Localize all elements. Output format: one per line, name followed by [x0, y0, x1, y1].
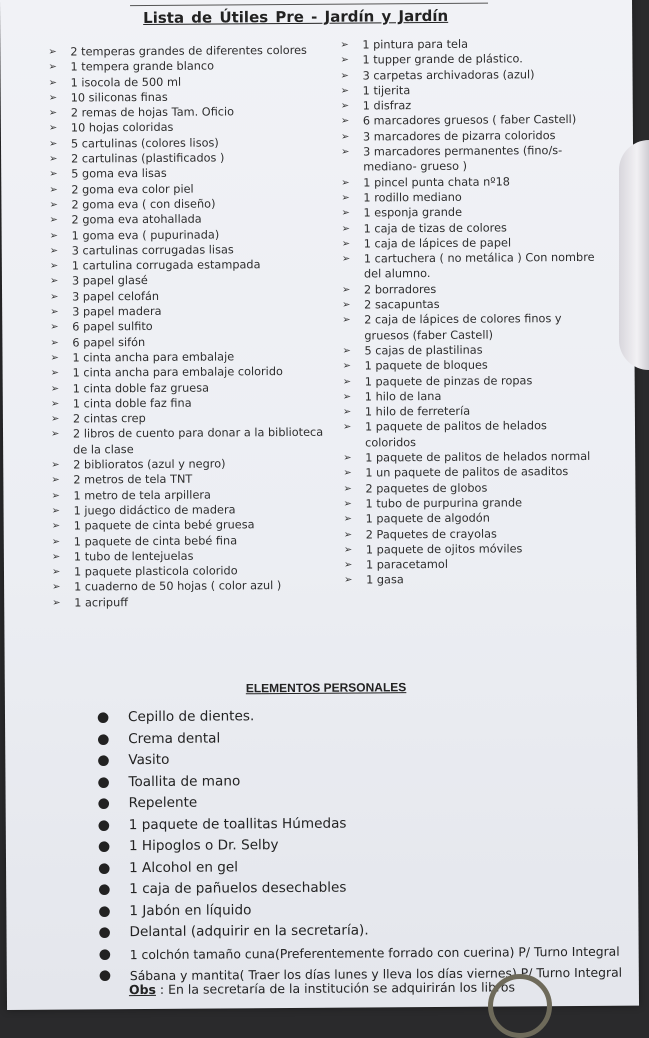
arrow-bullet-icon: ➢ — [341, 207, 350, 219]
supply-item-text: 10 siliconas finas — [70, 90, 168, 105]
supply-item-text: 1 cartuchera ( no metálica ) Con nombre del alumno. — [363, 251, 595, 281]
supply-item-text: 3 marcadores de pizarra coloridos — [362, 128, 556, 144]
top-rule — [130, 3, 488, 6]
supply-item — [340, 66, 598, 83]
supply-item-text: 1 paquete plasticola colorido — [73, 564, 238, 579]
observation-note — [129, 979, 515, 997]
supply-item-text: 1 tubo de purpurina grande — [365, 496, 523, 511]
supply-item-text: 1 cuaderno de 50 hojas ( color azul ) — [74, 579, 282, 594]
arrow-bullet-icon: ➢ — [51, 505, 60, 517]
supply-item-text: 1 cartulina corrugada estampada — [71, 258, 261, 273]
dot-bullet-icon: ● — [97, 730, 110, 747]
supply-item — [341, 112, 599, 129]
arrow-bullet-icon: ➢ — [50, 321, 59, 334]
personal-item-text: Toallita de mano — [128, 772, 241, 790]
supply-item — [343, 449, 601, 466]
arrow-bullet-icon: ➢ — [341, 192, 350, 204]
left-supply-list — [48, 43, 337, 611]
arrow-bullet-icon: ➢ — [343, 467, 352, 479]
supply-item — [343, 479, 601, 496]
personal-section-title: ELEMENTOS PERSONALES — [245, 680, 407, 696]
personal-item-text: 1 Jabón en líquido — [129, 901, 252, 919]
obs-label: Obs — [128, 981, 156, 998]
arrow-bullet-icon: ➢ — [343, 452, 352, 464]
right-supply-list — [340, 36, 602, 588]
supply-item-text: 1 caja de lápices de papel — [363, 236, 512, 251]
arrow-bullet-icon: ➢ — [49, 153, 58, 165]
supply-item-text: 1 disfraz — [362, 99, 412, 113]
supply-item-text: 1 paquete de algodón — [365, 511, 490, 526]
supply-item-text: 2 cintas crep — [72, 412, 146, 426]
arrow-bullet-icon: ➢ — [49, 214, 58, 226]
arrow-bullet-icon: ➢ — [343, 483, 352, 495]
supply-item-text: 1 hilo de ferretería — [364, 404, 471, 419]
arrow-bullet-icon: ➢ — [340, 100, 350, 112]
supply-item-text: 5 cajas de plastilinas — [364, 343, 483, 358]
supply-item-text: 2 goma eva color piel — [71, 182, 194, 197]
arrow-bullet-icon: ➢ — [49, 168, 58, 181]
supply-item-text: 3 papel celofán — [72, 289, 160, 304]
arrow-bullet-icon: ➢ — [341, 253, 351, 265]
supply-item-text: 1 paquete de ojitos móviles — [365, 542, 523, 557]
arrow-bullet-icon: ➢ — [343, 544, 353, 556]
arrow-bullet-icon: ➢ — [49, 260, 59, 272]
arrow-bullet-icon: ➢ — [48, 92, 58, 104]
metal-ring — [488, 974, 552, 1038]
supply-item-text: 1 paquete de cinta bebé gruesa — [73, 518, 255, 533]
supply-item-text: 2 sacapuntas — [364, 297, 440, 312]
supply-item-text: 1 pincel punta chata nº18 — [363, 175, 510, 190]
obs-text: : En la secretaría de la institución se adquirirán los libros — [155, 979, 516, 997]
arrow-bullet-icon: ➢ — [343, 529, 353, 541]
supply-item — [342, 250, 600, 282]
supply-item — [340, 36, 598, 53]
personal-items-list — [97, 704, 639, 987]
dot-bullet-icon: ● — [96, 709, 110, 726]
arrow-bullet-icon: ➢ — [50, 383, 60, 395]
supply-item-text: 6 marcadores gruesos ( faber Castell) — [362, 113, 577, 128]
arrow-bullet-icon: ➢ — [343, 498, 352, 510]
arrow-bullet-icon: ➢ — [52, 581, 61, 594]
supply-item-text: 1 cinta ancha para embalaje colorido — [72, 365, 283, 380]
arrow-bullet-icon: ➢ — [342, 345, 351, 357]
supply-item — [342, 342, 600, 359]
supply-item — [342, 311, 600, 343]
supply-item-text: 1 acripuff — [74, 595, 129, 610]
personal-item-text: 1 paquete de toallitas Húmedas — [128, 815, 347, 833]
arrow-bullet-icon: ➢ — [51, 551, 61, 563]
supply-item — [344, 556, 602, 573]
supply-item-text: 6 papel sulfito — [72, 320, 153, 334]
supply-item-text: 3 carpetas archivadoras (azul) — [362, 67, 535, 83]
supply-item — [343, 495, 601, 512]
supply-item — [341, 143, 599, 175]
fabric-edge — [619, 140, 649, 370]
supply-item — [344, 541, 602, 558]
arrow-bullet-icon: ➢ — [343, 513, 353, 525]
arrow-bullet-icon: ➢ — [49, 199, 58, 211]
supply-item-text: 1 paquete de palitos de helados normal — [365, 449, 591, 465]
supply-item-text: 1 tempera grande blanco — [70, 59, 215, 74]
arrow-bullet-icon: ➢ — [340, 116, 350, 128]
supply-item-text: 2 temperas grandes de diferentes colores — [70, 43, 307, 59]
supply-item — [51, 425, 336, 458]
dot-bullet-icon: ● — [98, 924, 111, 941]
supply-item-text: 2 caja de lápices de colores finos y gruesos (faber Castell) — [364, 312, 562, 343]
arrow-bullet-icon: ➢ — [50, 413, 60, 425]
arrow-bullet-icon: ➢ — [343, 559, 353, 571]
supply-item-text: 1 tupper grande de plástico. — [362, 52, 523, 67]
supply-item — [341, 173, 599, 190]
arrow-bullet-icon: ➢ — [342, 314, 351, 326]
dot-bullet-icon: ● — [97, 752, 110, 769]
supply-item-text: 2 paquetes de globos — [365, 481, 488, 496]
dot-bullet-icon: ● — [97, 816, 111, 833]
supply-item — [342, 219, 600, 236]
arrow-bullet-icon: ➢ — [48, 46, 57, 58]
dot-bullet-icon: ● — [98, 967, 112, 984]
supply-item-text: 1 cinta ancha para embalaje — [72, 350, 235, 365]
supply-item — [344, 510, 602, 527]
supply-item-text: 1 metro de tela arpillera — [73, 488, 211, 503]
supply-item-text: 3 papel glasé — [71, 274, 148, 288]
document-title: Lista de Útiles Pre - Jardín y Jardín — [143, 6, 449, 28]
arrow-bullet-icon: ➢ — [48, 138, 58, 150]
arrow-bullet-icon: ➢ — [50, 398, 60, 410]
arrow-bullet-icon: ➢ — [341, 238, 351, 250]
supply-item-text: 1 goma eva ( pupurinada) — [71, 228, 220, 243]
supply-item-text: 1 un paquete de palitos de asaditos — [365, 465, 569, 480]
arrow-bullet-icon: ➢ — [48, 123, 58, 135]
arrow-bullet-icon: ➢ — [51, 459, 60, 471]
arrow-bullet-icon: ➢ — [48, 107, 58, 119]
arrow-bullet-icon: ➢ — [342, 299, 351, 311]
supply-item — [342, 296, 600, 313]
arrow-bullet-icon: ➢ — [51, 566, 61, 578]
arrow-bullet-icon: ➢ — [48, 61, 57, 73]
supply-item-text: 5 goma eva lisas — [71, 167, 167, 181]
arrow-bullet-icon: ➢ — [340, 131, 350, 143]
supply-item — [341, 189, 599, 206]
supply-item-text: 1 caja de tizas de colores — [363, 221, 507, 236]
arrow-bullet-icon: ➢ — [342, 360, 351, 372]
arrow-bullet-icon: ➢ — [342, 391, 352, 403]
arrow-bullet-icon: ➢ — [341, 177, 350, 189]
arrow-bullet-icon: ➢ — [340, 70, 349, 82]
supply-item — [343, 418, 601, 450]
supply-item-text: 1 paquete de palitos de helados coloridos — [364, 419, 547, 450]
supply-item-text: 1 rodillo mediano — [363, 190, 462, 205]
dot-bullet-icon: ● — [97, 773, 110, 790]
supply-item-text: 2 goma eva ( con diseño) — [71, 197, 216, 212]
supply-item-text: 2 libros de cuento para donar a la biblioteca de la clase — [72, 426, 324, 457]
supply-item-text: 1 juego didáctico de madera — [73, 503, 236, 518]
supply-item-text: 1 pintura para tela — [362, 37, 469, 52]
arrow-bullet-icon: ➢ — [52, 597, 61, 609]
dot-bullet-icon: ● — [98, 945, 111, 962]
supply-item-text: 2 Paquetes de crayolas — [365, 527, 497, 541]
personal-item-text: Repelente — [128, 794, 198, 812]
arrow-bullet-icon: ➢ — [342, 406, 352, 418]
arrow-bullet-icon: ➢ — [49, 230, 59, 242]
arrow-bullet-icon: ➢ — [50, 337, 59, 349]
supply-item-text: 3 marcadores permanentes (fino/s-mediano- grueso ) — [363, 144, 563, 174]
supply-item-text: 1 esponja grande — [363, 206, 463, 220]
personal-item-text: Cepillo de dientes. — [127, 708, 255, 726]
supply-item-text: 1 paquete de cinta bebé fina — [73, 533, 238, 548]
arrow-bullet-icon: ➢ — [342, 376, 352, 388]
personal-item-text: 1 Hipoglos o Dr. Selby — [128, 837, 279, 855]
arrow-bullet-icon: ➢ — [340, 39, 349, 51]
arrow-bullet-icon: ➢ — [341, 146, 350, 158]
supply-item — [52, 593, 337, 610]
arrow-bullet-icon: ➢ — [51, 490, 60, 502]
supply-item-text: 2 metros de tela TNT — [73, 472, 193, 487]
supply-item-text: 1 paquete de pinzas de ropas — [364, 373, 533, 388]
supply-item-text: 2 cartulinas (plastificados ) — [71, 151, 225, 166]
supply-item — [343, 388, 601, 405]
supply-item-text: 2 remas de hojas Tam. Oficio — [70, 105, 235, 120]
supply-item-text: 1 paquete de bloques — [364, 358, 488, 373]
arrow-bullet-icon: ➢ — [49, 184, 58, 196]
personal-item-text: Crema dental — [128, 729, 221, 747]
arrow-bullet-icon: ➢ — [49, 245, 59, 257]
supply-item-text: 1 isocola de 500 ml — [70, 75, 182, 90]
supply-item-text: 1 hilo de lana — [364, 389, 442, 404]
supply-item-text: 2 borradores — [363, 282, 437, 297]
personal-item-text: Delantal (adquirir en la secretaría). — [129, 922, 369, 941]
supply-item-text: 2 biblioratos (azul y negro) — [73, 457, 226, 472]
personal-item-text: Vasito — [128, 751, 170, 769]
arrow-bullet-icon: ➢ — [340, 85, 350, 97]
arrow-bullet-icon: ➢ — [51, 474, 60, 486]
arrow-bullet-icon: ➢ — [342, 421, 352, 434]
supply-item-text: 1 paracetamol — [365, 557, 449, 572]
supply-item — [343, 403, 601, 420]
supply-item-text: 1 gasa — [366, 573, 404, 587]
supply-item — [344, 525, 602, 542]
personal-item-text: 1 caja de pañuelos desechables — [129, 879, 347, 898]
supply-item-text: 1 tijerita — [362, 84, 411, 98]
supply-item-text: 3 cartulinas corrugadas lisas — [71, 243, 234, 258]
arrow-bullet-icon: ➢ — [50, 306, 59, 318]
supply-item — [341, 97, 599, 114]
supply-item — [343, 357, 601, 374]
supply-item-text: 1 cinta doble faz fina — [72, 396, 192, 411]
dot-bullet-icon: ● — [98, 902, 111, 919]
arrow-bullet-icon: ➢ — [50, 352, 59, 364]
dot-bullet-icon: ● — [97, 838, 111, 855]
dot-bullet-icon: ● — [98, 881, 111, 898]
supply-item-text: 5 cartulinas (colores lisos) — [70, 136, 219, 151]
supply-item — [343, 464, 601, 481]
arrow-bullet-icon: ➢ — [341, 284, 351, 296]
dot-bullet-icon: ● — [98, 859, 111, 876]
dot-bullet-icon: ● — [97, 795, 110, 812]
arrow-bullet-icon: ➢ — [50, 367, 60, 379]
arrow-bullet-icon: ➢ — [49, 276, 59, 288]
supply-item — [342, 281, 600, 298]
personal-item-text: 1 Alcohol en gel — [129, 858, 239, 876]
arrow-bullet-icon: ➢ — [340, 54, 349, 66]
arrow-bullet-icon: ➢ — [51, 520, 61, 532]
arrow-bullet-icon: ➢ — [341, 223, 351, 235]
arrow-bullet-icon: ➢ — [51, 536, 61, 548]
supply-item-text: 2 goma eva atohallada — [71, 212, 202, 227]
arrow-bullet-icon: ➢ — [344, 574, 353, 587]
personal-item-text: Sábana y mantita( Traer los días lunes y lleva los días viernes) P/ Turno Integral — [129, 964, 623, 984]
supply-item — [341, 204, 599, 221]
supply-item — [344, 571, 602, 588]
personal-item-text: 1 colchón tamaño cuna(Preferentemente forrado con cuerina) P/ Turno Integral — [129, 943, 620, 962]
supply-item-text: 1 tubo de lentejuelas — [73, 549, 194, 564]
supply-item-text: 10 hojas coloridas — [70, 121, 174, 135]
supply-item — [340, 51, 598, 68]
arrow-bullet-icon: ➢ — [50, 429, 60, 441]
arrow-bullet-icon: ➢ — [48, 77, 58, 89]
supply-item — [343, 372, 601, 389]
supply-item — [342, 235, 600, 252]
supply-item — [341, 82, 599, 99]
supply-item-text: 3 papel madera — [72, 304, 162, 319]
supply-item-text: 1 cinta doble faz gruesa — [72, 381, 210, 396]
supply-item-text: 6 papel sifón — [72, 335, 146, 350]
arrow-bullet-icon: ➢ — [50, 291, 59, 303]
supply-item — [341, 128, 599, 145]
